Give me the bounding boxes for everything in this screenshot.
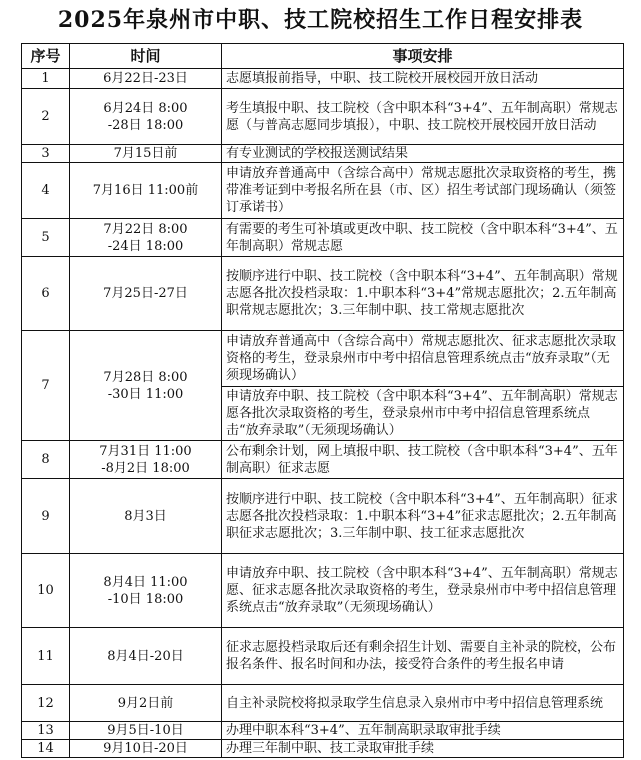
row-number-cell: 12 — [22, 685, 70, 722]
row-number-cell: 13 — [22, 722, 70, 740]
table-row — [22, 89, 624, 145]
time-cell: 6月24日 8:00 -28日 18:00 — [70, 89, 222, 145]
event-cell: 征求志愿投档录取后还有剩余招生计划、需要自主补录的院校，公布报名条件、报名时间和办法，接受符合条件的考生报名申请 — [222, 628, 624, 685]
schedule-table — [21, 43, 624, 758]
event-cell: 办理三年制中职、技工录取审批手续 — [222, 740, 624, 758]
table-header-row — [22, 44, 624, 69]
time-cell: 7月25日-27日 — [70, 257, 222, 331]
header-event: 事项安排 — [222, 44, 624, 69]
event-cell: 志愿填报前指导，中职、技工院校开展校园开放日活动 — [222, 69, 624, 89]
row-number-cell: 14 — [22, 740, 70, 758]
row-number-cell: 6 — [22, 257, 70, 331]
event-cell: 申请放弃普通高中（含综合高中）常规志愿批次、征求志愿批次录取资格的考生，登录泉州市中考中招信息管理系统点击“放弃录取”（无须现场确认） — [222, 331, 624, 387]
time-cell: 8月4日-20日 — [70, 628, 222, 685]
row-number-cell: 2 — [22, 89, 70, 145]
table-row — [22, 257, 624, 331]
event-cell: 申请放弃中职、技工院校（含中职本科“3+4”、五年制高职）常规志愿、征求志愿各批次录取资格的考生，登录泉州市中考中招信息管理系统点击“放弃录取”（无须现场确认） — [222, 554, 624, 628]
table-row — [22, 740, 624, 758]
event-cell: 有需要的考生可补填或更改中职、技工院校（含中职本科“3+4”、五年制高职）常规志愿 — [222, 219, 624, 257]
table-row — [22, 163, 624, 219]
event-cell: 申请放弃中职、技工院校（含中职本科“3+4”、五年制高职）常规志愿各批次录取资格的考生，登录泉州市中考中招信息管理系统点击“放弃录取”（无须现场确认） — [222, 387, 624, 441]
row-number-cell: 1 — [22, 69, 70, 89]
time-cell: 7月22日 8:00 -24日 18:00 — [70, 219, 222, 257]
time-cell: 7月28日 8:00 -30日 11:00 — [70, 331, 222, 441]
row-number-cell: 3 — [22, 145, 70, 163]
table-row — [22, 219, 624, 257]
time-cell: 7月15日前 — [70, 145, 222, 163]
time-cell: 8月4日 11:00 -10日 18:00 — [70, 554, 222, 628]
event-cell: 按顺序进行中职、技工院校（含中职本科“3+4”、五年制高职）征求志愿各批次投档录取：1.中职本科“3+4”征求志愿批次；2.五年制高职征求志愿批次；3.三年制中职、技工征求志愿批次 — [222, 479, 624, 554]
table-row — [22, 145, 624, 163]
table-row — [22, 479, 624, 554]
row-number-cell: 11 — [22, 628, 70, 685]
time-cell: 7月31日 11:00 -8月2日 18:00 — [70, 441, 222, 479]
table-row — [22, 441, 624, 479]
event-cell: 自主补录院校将拟录取学生信息录入泉州市中考中招信息管理系统 — [222, 685, 624, 722]
page-title: 2025年泉州市中职、技工院校招生工作日程安排表 — [57, 7, 584, 33]
time-cell: 9月5日-10日 — [70, 722, 222, 740]
time-cell: 6月22日-23日 — [70, 69, 222, 89]
time-cell: 9月10日-20日 — [70, 740, 222, 758]
event-cell: 办理中职本科“3+4”、五年制高职录取审批手续 — [222, 722, 624, 740]
event-cell: 有专业测试的学校报送测试结果 — [222, 145, 624, 163]
event-cell: 按顺序进行中职、技工院校（含中职本科“3+4”、五年制高职）常规志愿各批次投档录取：1.中职本科“3+4”常规志愿批次；2.五年制高职常规志愿批次；3.三年制中职、技工常规志愿批次 — [222, 257, 624, 331]
table-row — [22, 722, 624, 740]
time-cell: 8月3日 — [70, 479, 222, 554]
row-number-cell: 4 — [22, 163, 70, 219]
time-cell: 7月16日 11:00前 — [70, 163, 222, 219]
row-number-cell: 8 — [22, 441, 70, 479]
event-cell: 公布剩余计划，网上填报中职、技工院校（含中职本科“3+4”、五年制高职）征求志愿 — [222, 441, 624, 479]
table-row — [22, 554, 624, 628]
table-row — [22, 685, 624, 722]
event-cell: 考生填报中职、技工院校（含中职本科“3+4”、五年制高职）常规志愿（与普高志愿同步填报），中职、技工院校开展校园开放日活动 — [222, 89, 624, 145]
header-no: 序号 — [22, 44, 70, 69]
event-cell: 申请放弃普通高中（含综合高中）常规志愿批次录取资格的考生，携带准考证到中考报名所在县（市、区）招生考试部门现场确认（须签订承诺书） — [222, 163, 624, 219]
row-number-cell: 5 — [22, 219, 70, 257]
table-row — [22, 69, 624, 89]
table-row — [22, 331, 624, 387]
header-time: 时间 — [70, 44, 222, 69]
table-row — [22, 628, 624, 685]
row-number-cell: 10 — [22, 554, 70, 628]
schedule-body — [22, 69, 624, 758]
time-cell: 9月2日前 — [70, 685, 222, 722]
row-number-cell: 9 — [22, 479, 70, 554]
row-number-cell: 7 — [22, 331, 70, 441]
